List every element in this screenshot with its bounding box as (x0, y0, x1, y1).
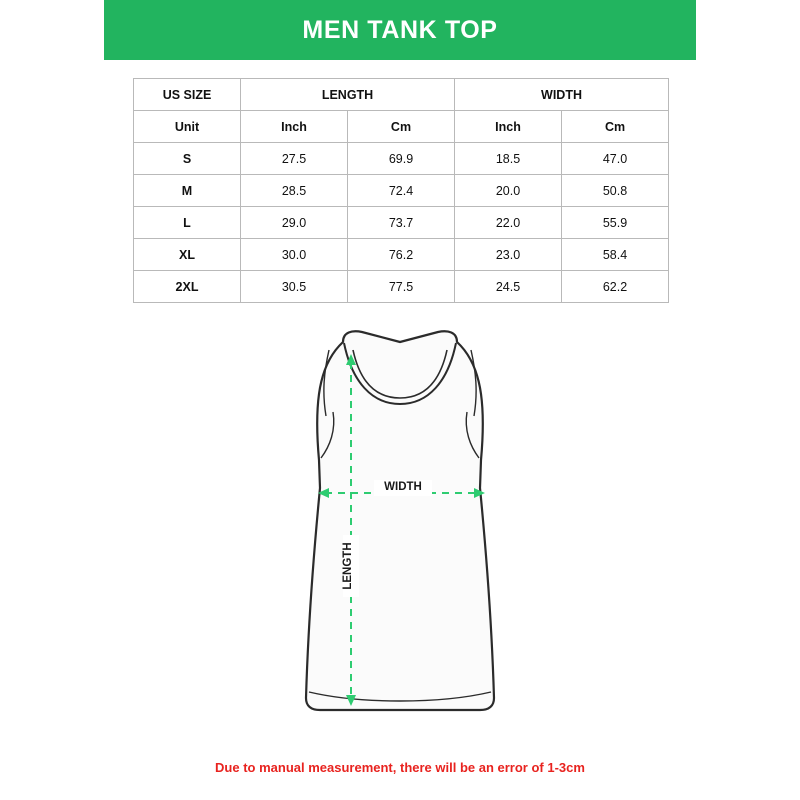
table-group-header-row (134, 79, 669, 111)
cell-width-cm: 62.2 (562, 271, 669, 303)
unit-width-inch: Inch (455, 111, 562, 143)
cell-length-cm: 69.9 (348, 143, 455, 175)
size-chart-table-wrapper (133, 78, 667, 303)
table-row (134, 239, 669, 271)
cell-length-cm: 76.2 (348, 239, 455, 271)
measurement-disclaimer: Due to manual measurement, there will be an error of 1-3cm (215, 760, 585, 775)
row-size-label: M (134, 175, 241, 207)
row-size-label: S (134, 143, 241, 175)
cell-length-inch: 30.0 (241, 239, 348, 271)
header-banner (104, 0, 696, 60)
cell-length-cm: 77.5 (348, 271, 455, 303)
cell-width-inch: 18.5 (455, 143, 562, 175)
cell-width-cm: 55.9 (562, 207, 669, 239)
table-unit-row (134, 111, 669, 143)
cell-width-cm: 58.4 (562, 239, 669, 271)
row-size-label: XL (134, 239, 241, 271)
cell-width-inch: 23.0 (455, 239, 562, 271)
cell-length-cm: 73.7 (348, 207, 455, 239)
page-title: MEN TANK TOP (302, 15, 498, 44)
cell-length-inch: 29.0 (241, 207, 348, 239)
length-label: LENGTH (342, 542, 354, 590)
cell-length-inch: 30.5 (241, 271, 348, 303)
unit-width-cm: Cm (562, 111, 669, 143)
tank-top-outline-icon (306, 331, 494, 710)
cell-length-inch: 28.5 (241, 175, 348, 207)
cell-width-inch: 22.0 (455, 207, 562, 239)
cell-length-cm: 72.4 (348, 175, 455, 207)
row-size-label: 2XL (134, 271, 241, 303)
table-row (134, 271, 669, 303)
cell-width-cm: 47.0 (562, 143, 669, 175)
unit-length-cm: Cm (348, 111, 455, 143)
size-chart-table (133, 78, 669, 303)
cell-width-inch: 24.5 (455, 271, 562, 303)
row-size-label: L (134, 207, 241, 239)
unit-label: Unit (134, 111, 241, 143)
column-header-length: LENGTH (241, 79, 455, 111)
cell-width-cm: 50.8 (562, 175, 669, 207)
table-row (134, 207, 669, 239)
width-label: WIDTH (384, 481, 422, 493)
column-header-us-size: US SIZE (134, 79, 241, 111)
table-row (134, 175, 669, 207)
unit-length-inch: Inch (241, 111, 348, 143)
cell-width-inch: 20.0 (455, 175, 562, 207)
garment-diagram (0, 320, 800, 740)
cell-length-inch: 27.5 (241, 143, 348, 175)
column-header-width: WIDTH (455, 79, 669, 111)
table-row (134, 143, 669, 175)
